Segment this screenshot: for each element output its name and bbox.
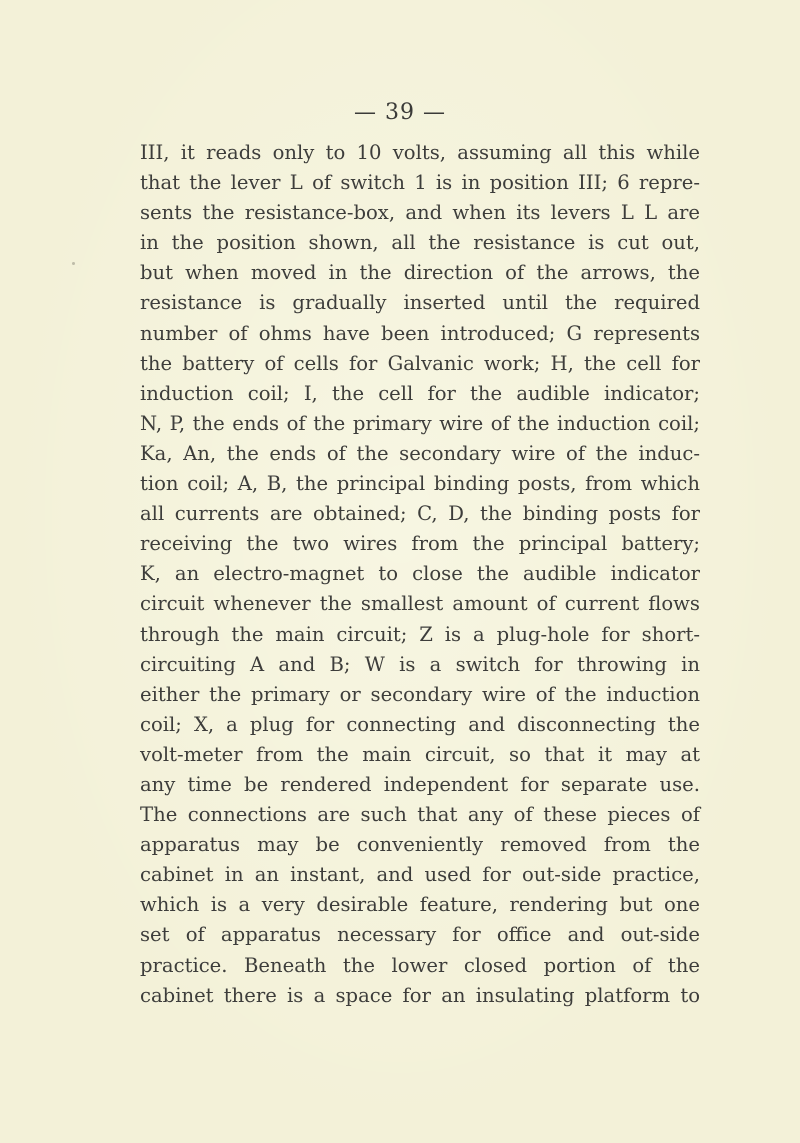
- text-line: resistance is gradually inserted until the required: [140, 291, 700, 315]
- text-line: circuiting A and B; W is a switch for throwing in: [140, 652, 700, 676]
- text-line: any time be rendered independent for separate use.: [140, 772, 700, 796]
- text-line: tion coil; A, B, the principal binding posts, from which: [140, 472, 700, 496]
- text-line: receiving the two wires from the principal battery;: [140, 532, 700, 556]
- text-line: all currents are obtained; C, D, the binding posts for: [140, 502, 700, 526]
- text-line: induction coil; I, the cell for the audible indicator;: [140, 381, 700, 405]
- text-line: which is a very desirable feature, rendering but one: [140, 893, 700, 917]
- text-line: set of apparatus necessary for office and out-side: [140, 923, 700, 947]
- page-number: — 39 —: [354, 100, 446, 125]
- text-line: The connections are such that any of these pieces of: [140, 803, 700, 827]
- text-line: but when moved in the direction of the arrows, the: [140, 261, 700, 285]
- text-line: number of ohms have been introduced; G represents: [140, 321, 700, 345]
- text-line: coil; X, a plug for connecting and disconnecting the: [140, 712, 700, 736]
- text-line: that the lever L of switch 1 is in position III; 6 repre-: [140, 171, 700, 195]
- text-line: through the main circuit; Z is a plug-hole for short-: [140, 622, 700, 646]
- text-line: practice. Beneath the lower closed portion of the: [140, 953, 700, 977]
- text-line: volt-meter from the main circuit, so that it may at: [140, 742, 700, 766]
- text-line: K, an electro-magnet to close the audible indicator: [140, 562, 700, 586]
- text-line: the battery of cells for Galvanic work; H, the cell for: [140, 351, 700, 375]
- body-paragraph: [140, 138, 700, 1011]
- text-line: III, it reads only to 10 volts, assuming all this while: [140, 141, 700, 164]
- text-line: N, P, the ends of the primary wire of the induction coil;: [140, 411, 700, 435]
- paper-speck: [72, 262, 75, 265]
- text-line: in the position shown, all the resistance is cut out,: [140, 231, 700, 255]
- text-line: either the primary or secondary wire of the induction: [140, 682, 700, 706]
- text-line: apparatus may be conveniently removed from the: [140, 833, 700, 857]
- text-line: cabinet in an instant, and used for out-side practice,: [140, 863, 700, 887]
- text-line: cabinet there is a space for an insulating platform to: [140, 983, 700, 1007]
- text-line: sents the resistance-box, and when its levers L L are: [140, 201, 700, 225]
- text-line: circuit whenever the smallest amount of current flows: [140, 592, 700, 616]
- text-line: Ka, An, the ends of the secondary wire of the induc-: [140, 441, 700, 465]
